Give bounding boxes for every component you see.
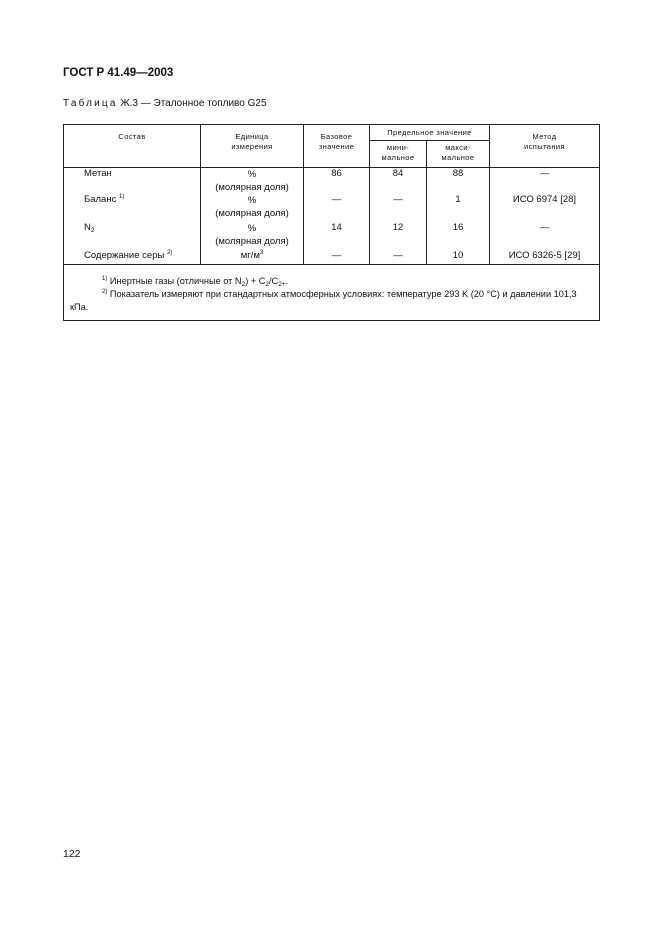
row-base: — bbox=[304, 250, 370, 264]
row-max: 16 bbox=[427, 222, 490, 250]
row-unit: $мг/м^3$ bbox=[201, 250, 304, 264]
row-unit: % (молярная доля) bbox=[201, 168, 304, 195]
table-row bbox=[64, 250, 600, 264]
table-notes-row bbox=[64, 264, 600, 320]
row-max: 88 bbox=[427, 168, 490, 195]
header-limit-value: Предельное значение bbox=[370, 125, 490, 141]
caption-label: Таблица bbox=[63, 98, 118, 109]
document-code: ГОСТ Р 41.49—2003 bbox=[63, 67, 174, 79]
row-min: — bbox=[370, 250, 427, 264]
table-row bbox=[64, 222, 600, 250]
table-notes bbox=[64, 264, 600, 320]
footnote-1: $^{1)}$ Инертные газы (отличные от $N_2) + C_2/C_{2+}$. bbox=[102, 275, 289, 288]
row-unit: % (молярная доля) bbox=[201, 222, 304, 250]
row-method: — bbox=[490, 168, 600, 195]
table-caption bbox=[63, 98, 267, 109]
row-name: $N_2$ bbox=[84, 222, 95, 234]
header-test-method: Метод испытания bbox=[490, 125, 600, 168]
row-unit: % (молярная доля) bbox=[201, 194, 304, 222]
table-row bbox=[64, 194, 600, 222]
row-name: Баланс $^{1)}$ bbox=[84, 194, 125, 205]
header-composition: Состав bbox=[64, 125, 201, 168]
row-base: — bbox=[304, 194, 370, 222]
row-base: 86 bbox=[304, 168, 370, 195]
table-row bbox=[64, 168, 600, 195]
row-max: 10 bbox=[427, 250, 490, 264]
row-method: ИСО 6974 [28] bbox=[490, 194, 600, 222]
row-max: 1 bbox=[427, 194, 490, 222]
footnote-2: $^{2)}$ Показатель измеряют при стандартных атмосферных условиях: температуре 293 K (20 °C) и давлении 101,3 кПа. bbox=[70, 288, 577, 312]
header-minimum: мини- мальное bbox=[370, 141, 427, 168]
header-base-value: Базовое значение bbox=[304, 125, 370, 168]
page-number: 122 bbox=[63, 848, 81, 860]
row-min: 84 bbox=[370, 168, 427, 195]
row-name: Содержание серы $^{2)}$ bbox=[64, 250, 201, 264]
row-name: Метан bbox=[84, 168, 112, 179]
row-min: 12 bbox=[370, 222, 427, 250]
header-maximum: макси- мальное bbox=[427, 141, 490, 168]
reference-fuel-table bbox=[63, 124, 600, 321]
row-method: ИСО 6326-5 [29] bbox=[490, 250, 600, 264]
row-method: — bbox=[490, 222, 600, 250]
row-min: — bbox=[370, 194, 427, 222]
header-unit: Единица измерения bbox=[201, 125, 304, 168]
row-base: 14 bbox=[304, 222, 370, 250]
caption-title: Ж.3 — Эталонное топливо G25 bbox=[120, 98, 267, 109]
